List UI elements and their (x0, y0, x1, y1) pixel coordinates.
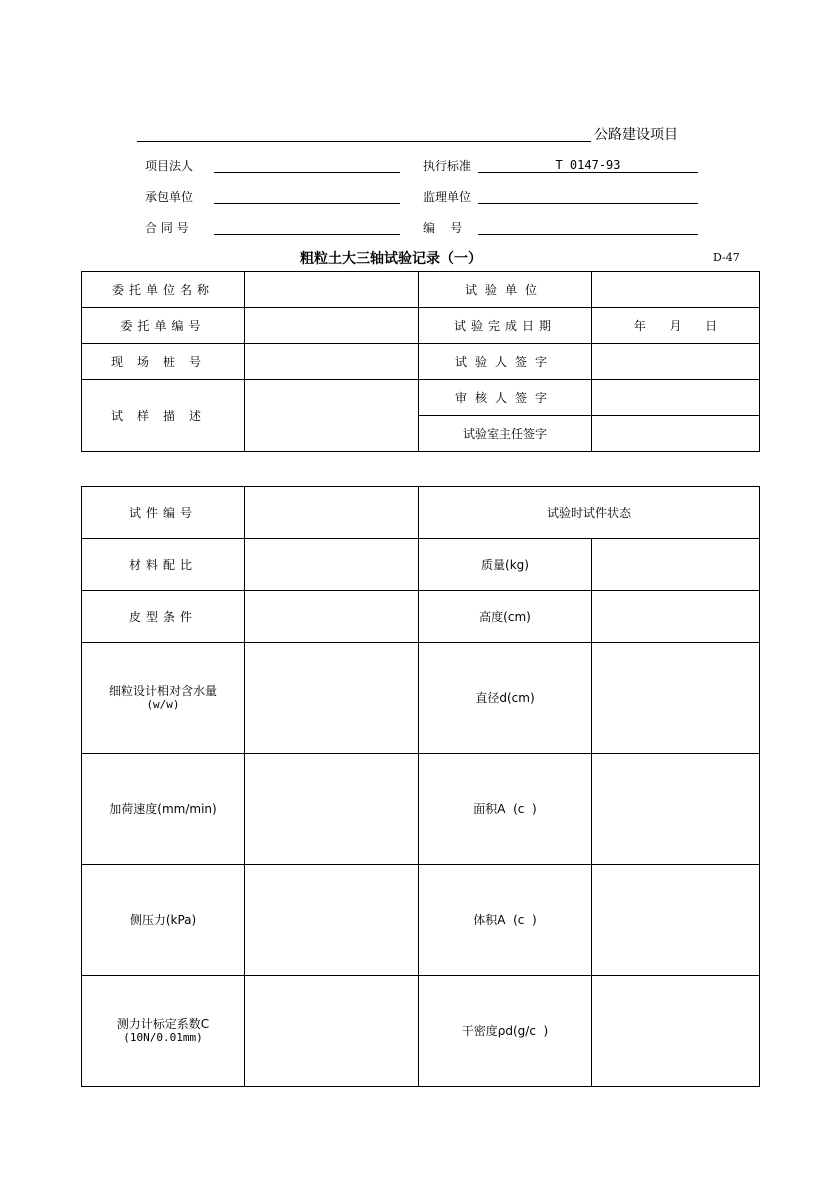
height-label: 高度(cm) (419, 591, 592, 643)
client-name-value[interactable] (245, 272, 419, 308)
complete-date-label: 试验完成日期 (419, 308, 592, 344)
membrane-condition-value[interactable] (245, 591, 419, 643)
material-ratio-value[interactable] (245, 539, 419, 591)
calibration-value[interactable] (245, 976, 419, 1087)
calibration-label-line2: (10N/0.01mm) (123, 1031, 203, 1044)
supervisor-label: 监理单位 (423, 190, 472, 204)
project-name-line[interactable] (137, 141, 591, 142)
specimen-no-value[interactable] (245, 487, 419, 539)
order-no-value[interactable] (245, 308, 419, 344)
dry-density-value[interactable] (592, 976, 760, 1087)
diameter-label: 直径d(cm) (419, 643, 592, 754)
water-content-value[interactable] (245, 643, 419, 754)
water-content-label-line2: (w/w) (146, 698, 180, 711)
owner-field[interactable] (214, 172, 400, 173)
contractor-field[interactable] (214, 203, 400, 204)
tester-sign-label: 试验人签字 (419, 344, 592, 380)
specimen-no-label: 试件编号 (82, 487, 245, 539)
document-code: D-47 (713, 251, 740, 264)
complete-date-value[interactable]: 年 月 日 (592, 308, 760, 344)
height-value[interactable] (592, 591, 760, 643)
client-name-label: 委托单位名称 (82, 272, 245, 308)
tester-sign-value[interactable] (592, 344, 760, 380)
reviewer-sign-value[interactable] (592, 380, 760, 416)
contractor-label: 承包单位 (145, 190, 194, 204)
state-header: 试验时试件状态 (419, 487, 760, 539)
specimen-table (81, 486, 760, 1087)
sample-desc-value[interactable] (245, 380, 419, 452)
mass-label: 质量(kg) (419, 539, 592, 591)
sample-desc-label: 试样描述 (82, 380, 245, 452)
site-pile-label: 现场桩号 (82, 344, 245, 380)
confining-pressure-label: 侧压力(kPa) (82, 865, 245, 976)
mass-value[interactable] (592, 539, 760, 591)
loading-rate-label: 加荷速度(mm/min) (82, 754, 245, 865)
material-ratio-label: 材料配比 (82, 539, 245, 591)
volume-value[interactable] (592, 865, 760, 976)
volume-label: 体积A (c ) (419, 865, 592, 976)
calibration-label (82, 976, 245, 1087)
calibration-label-line1: 测力计标定系数C (116, 1017, 210, 1031)
area-value[interactable] (592, 754, 760, 865)
confining-pressure-value[interactable] (245, 865, 419, 976)
owner-label: 项目法人 (145, 159, 194, 173)
order-no-label: 委托单编号 (82, 308, 245, 344)
project-suffix: 公路建设项目 (594, 127, 678, 143)
test-unit-label: 试验单位 (419, 272, 592, 308)
dry-density-label: 干密度ρd(g/c ) (419, 976, 592, 1087)
director-sign-label: 试验室主任签字 (419, 416, 592, 452)
reviewer-sign-label: 审核人签字 (419, 380, 592, 416)
water-content-label (82, 643, 245, 754)
document-title: 粗粒土大三轴试验记录（一） (300, 251, 482, 267)
diameter-value[interactable] (592, 643, 760, 754)
supervisor-field[interactable] (478, 203, 698, 204)
number-field[interactable] (478, 234, 698, 235)
site-pile-value[interactable] (245, 344, 419, 380)
contract-label: 合 同 号 (145, 221, 189, 235)
standard-label: 执行标准 (423, 159, 472, 173)
water-content-label-line1: 细粒设计相对含水量 (108, 684, 217, 698)
test-unit-value[interactable] (592, 272, 760, 308)
number-label: 编 号 (423, 221, 463, 235)
standard-value: T 0147-93 (555, 158, 621, 172)
standard-field[interactable] (478, 172, 698, 173)
info-table (81, 271, 760, 452)
membrane-condition-label: 皮型条件 (82, 591, 245, 643)
contract-field[interactable] (214, 234, 400, 235)
director-sign-value[interactable] (592, 416, 760, 452)
loading-rate-value[interactable] (245, 754, 419, 865)
area-label: 面积A (c ) (419, 754, 592, 865)
